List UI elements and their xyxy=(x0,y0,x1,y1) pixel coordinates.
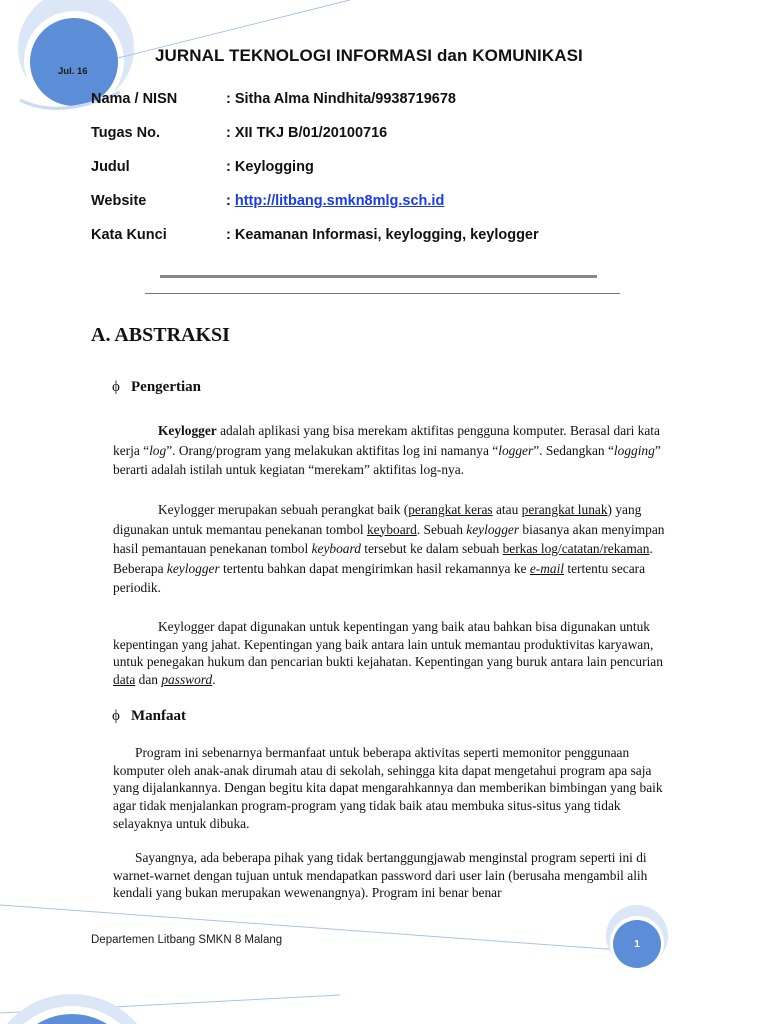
meta-value: : Keylogging xyxy=(226,159,314,175)
link-email[interactable]: e-mail xyxy=(529,560,565,576)
text-run: biasanya akan menyimpan hasil pemantauan penekanan tombol xyxy=(113,521,665,556)
footer-text: Departemen Litbang SMKN 8 Malang xyxy=(91,934,283,946)
paragraph-definition xyxy=(113,421,678,480)
meta-row-title xyxy=(91,159,711,193)
phi-bullet-icon: ϕ xyxy=(112,379,120,395)
text-run: . Sebuah xyxy=(416,521,467,537)
meta-value xyxy=(226,193,444,209)
meta-value: : Keamanan Informasi, keylogging, keylogger xyxy=(226,227,539,243)
text-run: adalah aplikasi yang bisa merekam aktifitas pengguna komputer. Berasal dari kata kerja “ xyxy=(113,423,660,458)
italic-term: keylogger xyxy=(166,560,220,576)
paragraph-benefits: Program ini sebenarnya bermanfaat untuk beberapa aktivitas seperti memonitor penggunaan komputer oleh anak-anak dirumah atau di sekolah, sehingga kita dapat mengetahui program apa saja yang dijalankannya. Dengan begitu kita dapat mengarahkannya dan memberikan bimbingan yang baik agar tidak menjalankan program-program yang tidak baik atau membuka situs-situs yang tidak selayaknya untuk dibuka. xyxy=(113,745,663,831)
term-keylogger: Keylogger xyxy=(158,423,217,438)
text-run: tertentu bahkan dapat mengirimkan hasil rekamannya ke xyxy=(219,560,530,576)
section-title: A. ABSTRAKSI xyxy=(91,324,230,346)
text-run: Keylogger dapat digunakan untuk kepentingan yang baik atau bahkan bisa digunakan untuk kepentingan yang jahat. Kepentingan yang baik antara lain untuk memantau produktivitas karyawan, untuk penegakan hukum dan pencarian bukti kejahatan. Kepentingan yang buruk antara lain pencurian xyxy=(113,619,663,670)
text-run: dan xyxy=(135,672,162,688)
meta-label: Nama / NISN xyxy=(91,91,178,107)
phi-bullet-icon: ϕ xyxy=(112,708,120,724)
meta-value: : Sitha Alma Nindhita/9938719678 xyxy=(226,91,456,107)
text-run: ) yang digunakan untuk memantau penekanan tombol xyxy=(113,502,642,537)
text-run: atau xyxy=(492,502,522,517)
link-hardware[interactable]: perangkat keras xyxy=(408,502,493,517)
meta-row-website xyxy=(91,193,711,227)
page-number: 1 xyxy=(634,938,640,950)
link-password[interactable]: password xyxy=(161,672,213,688)
header-divider-thin xyxy=(145,293,620,294)
metadata-table xyxy=(91,91,711,261)
text-run: . Beberapa xyxy=(113,541,653,576)
meta-row-task xyxy=(91,125,711,159)
paragraph-usage xyxy=(113,618,678,689)
meta-row-keywords xyxy=(91,227,711,261)
italic-term: keyboard xyxy=(311,541,361,556)
meta-label: Kata Kunci xyxy=(91,227,167,243)
text-run: tertentu secara periodik. xyxy=(113,560,646,595)
italic-term: logger xyxy=(498,442,534,458)
italic-term: log xyxy=(149,442,167,458)
meta-label: Judul xyxy=(91,159,130,175)
meta-row-name xyxy=(91,91,711,125)
paragraph-device xyxy=(113,500,678,598)
text-run: ”. Sedangkan “ xyxy=(533,442,614,458)
paragraph-misuse: Sayangnya, ada beberapa pihak yang tidak bertanggungjawab menginstal program seperti ini di warnet-warnet dengan tujuan untuk mendapatkan password dari user lain (berusaha mengambil alih kendali yang bukan merupakan wewenangnya). Program ini benar benar xyxy=(113,850,648,901)
website-link[interactable]: http://litbang.smkn8mlg.sch.id xyxy=(234,193,445,209)
website-prefix: : xyxy=(226,193,235,209)
italic-term: logging xyxy=(613,442,655,458)
text-run: ”. Orang/program yang melakukan aktifitas log ini namanya “ xyxy=(166,442,499,458)
text-run: . xyxy=(212,672,216,688)
link-software[interactable]: perangkat lunak xyxy=(521,502,608,517)
date-badge: Jul. 16 xyxy=(58,66,88,77)
journal-title: JURNAL TEKNOLOGI INFORMASI dan KOMUNIKASI xyxy=(155,46,583,65)
italic-term: keylogger xyxy=(466,521,520,537)
meta-label: Tugas No. xyxy=(91,125,161,141)
text-run: Keylogger merupakan sebuah perangkat baik ( xyxy=(158,502,409,517)
link-keyboard[interactable]: keyboard xyxy=(366,521,417,537)
subheading-label: Pengertian xyxy=(131,379,201,395)
meta-label: Website xyxy=(91,193,147,209)
text-run: tersebut ke dalam sebuah xyxy=(360,541,503,556)
link-log-file[interactable]: berkas log/catatan/rekaman xyxy=(502,541,650,556)
header-divider-thick xyxy=(160,275,597,278)
subheading-pengertian xyxy=(112,379,201,396)
link-data[interactable]: data xyxy=(113,672,136,688)
text-run: ” berarti adalah istilah untuk kegiatan “merekam” aktifitas log-nya. xyxy=(113,442,661,477)
subheading-manfaat xyxy=(112,708,186,725)
subheading-label: Manfaat xyxy=(131,708,186,724)
meta-value: : XII TKJ B/01/20100716 xyxy=(226,125,388,141)
